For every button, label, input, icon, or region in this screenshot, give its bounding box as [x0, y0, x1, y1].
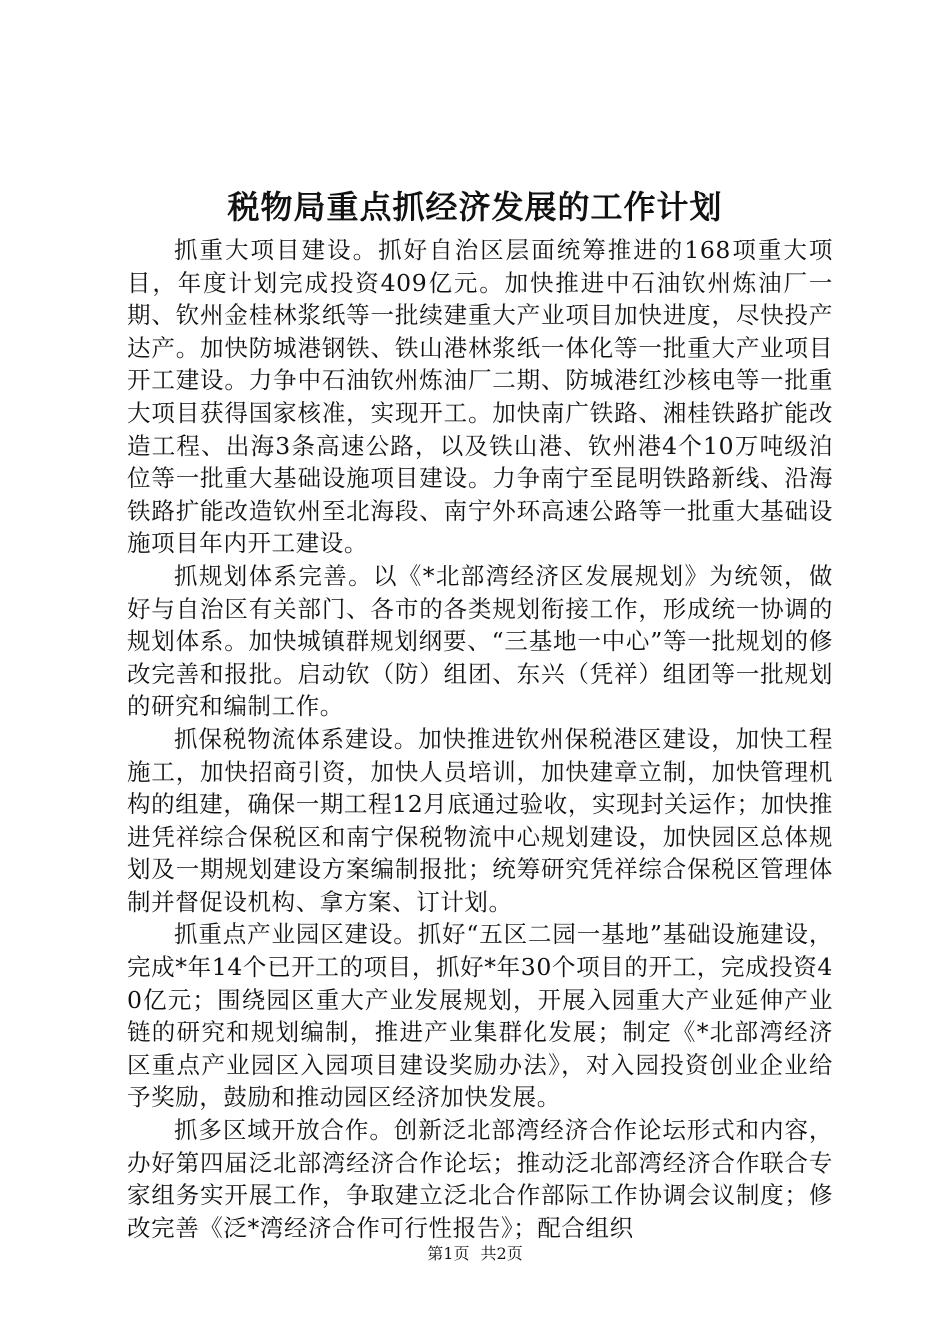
page-footer [0, 1242, 950, 1266]
paragraph-bonded-logistics: 抓保税物流体系建设。加快推进钦州保税港区建设，加快工程施工，加快招商引资，加快人员培训，加快建章立制，加快管理机构的组建，确保一期工程12月底通过验收，实现封关运作；加快推进凭祥综合保税区和南宁保税物流中心规划建设，加快园区总体规划及一期规划建设方案编制报批；统筹研究凭祥综合保税区管理体制并督促设机构、拿方案、订计划。 [127, 724, 833, 916]
page-number: 第1页 [427, 1244, 470, 1263]
document-body [127, 234, 833, 1244]
paragraph-industrial-parks: 抓重点产业园区建设。抓好“五区二园一基地”基础设施建设，完成*年14个已开工的项目，抓好*年30个项目的开工，完成投资40亿元；围绕园区重大产业发展规划，开展入园重大产业延伸产业链的研究和规划编制，推进产业集群化发展；制定《*北部湾经济区重点产业园区入园项目建设奖励办法》，对入园投资创业企业给予奖励，鼓励和推动园区经济加快发展。 [127, 920, 833, 1112]
paragraph-planning-system: 抓规划体系完善。以《*北部湾经济区发展规划》为统领，做好与自治区有关部门、各市的各类规划衔接工作，形成统一协调的规划体系。加快城镇群规划纲要、“三基地一中心”等一批规划的修改完善和报批。启动钦（防）组团、东兴（凭祥）组团等一批规划的研究和编制工作。 [127, 561, 833, 721]
page-total: 共2页 [480, 1244, 523, 1263]
paragraph-major-projects: 抓重大项目建设。抓好自治区层面统筹推进的168项重大项目，年度计划完成投资409亿元。加快推进中石油钦州炼油厂一期、钦州金桂林浆纸等一批续建重大产业项目加快进度，尽快投产达产。加快防城港钢铁、铁山港林浆纸一体化等一批重大产业项目开工建设。力争中石油钦州炼油厂二期、防城港红沙核电等一批重大项目获得国家核准，实现开工。加快南广铁路、湘桂铁路扩能改造工程、出海3条高速公路，以及铁山港、钦州港4个10万吨级泊位等一批重大基础设施项目建设。力争南宁至昆明铁路新线、沿海铁路扩能改造钦州至北海段、南宁外环高速公路等一批重大基础设施项目年内开工建设。 [127, 236, 833, 558]
document-title: 税物局重点抓经济发展的工作计划 [227, 188, 723, 226]
paragraph-regional-cooperation: 抓多区域开放合作。创新泛北部湾经济合作论坛形式和内容，办好第四届泛北部湾经济合作论坛；推动泛北部湾经济合作联合专家组务实开展工作，争取建立泛北合作部际工作协调会议制度；修改完善《泛*湾经济合作可行性报告》；配合组织 [127, 1116, 833, 1242]
